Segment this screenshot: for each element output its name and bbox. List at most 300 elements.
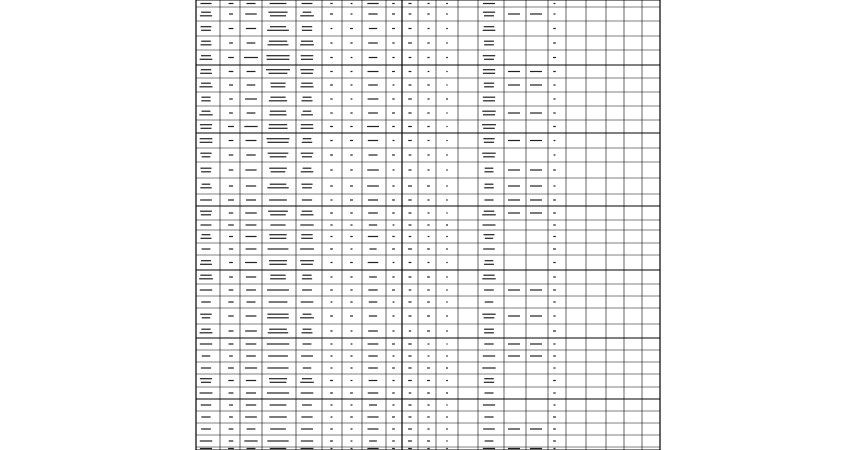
cell-text-mark: [484, 83, 494, 84]
cell-text-mark: [427, 416, 429, 417]
cell-text-mark: [446, 416, 448, 417]
cell-text-mark: [368, 140, 378, 141]
cell-text-mark: [303, 343, 312, 344]
cell-text-mark: [409, 289, 412, 290]
cell-text-mark: [350, 42, 352, 43]
cell-text-mark: [393, 169, 395, 170]
cell-text-mark: [392, 57, 394, 58]
cell-text-mark: [553, 392, 555, 393]
cell-text-mark: [350, 392, 353, 393]
cell-text-mark: [303, 111, 312, 112]
cell-text-mark: [408, 248, 412, 249]
cell-text-mark: [427, 392, 430, 393]
cell-text-mark: [427, 330, 430, 331]
cell-text-mark: [270, 382, 287, 383]
cell-text-mark: [428, 212, 430, 213]
cell-text-mark: [530, 13, 542, 14]
cell-text-mark: [483, 69, 495, 70]
cell-text-mark: [482, 214, 496, 215]
cell-text-mark: [302, 404, 312, 405]
cell-text-mark: [484, 187, 494, 188]
cell-text-mark: [244, 57, 258, 58]
cell-text-mark: [201, 382, 211, 383]
cell-text-mark: [483, 30, 496, 31]
cell-text-mark: [484, 171, 493, 172]
cell-text-mark: [367, 185, 379, 186]
cell-text-mark: [350, 276, 352, 277]
cell-text-mark: [368, 154, 377, 155]
cell-text-mark: [530, 428, 542, 429]
cell-text-mark: [270, 3, 287, 4]
cell-text-mark: [229, 392, 234, 393]
cell-text-mark: [303, 329, 312, 330]
cell-text-mark: [303, 138, 312, 139]
cell-text-mark: [350, 112, 352, 113]
cell-text-mark: [553, 248, 556, 249]
cell-text-mark: [553, 262, 555, 263]
cell-text-mark: [330, 440, 333, 441]
cell-text-mark: [350, 301, 352, 302]
cell-text-mark: [229, 289, 234, 290]
cell-text-mark: [553, 28, 556, 29]
cell-text-mark: [553, 126, 556, 127]
cell-text-mark: [368, 392, 378, 393]
cell-text-mark: [367, 3, 378, 4]
cell-text-mark: [301, 416, 312, 417]
cell-text-mark: [301, 392, 314, 393]
cell-text-mark: [508, 185, 520, 186]
cell-text-mark: [302, 278, 312, 279]
cell-text-mark: [508, 71, 520, 72]
cell-text-mark: [270, 156, 287, 157]
cell-text-mark: [330, 42, 332, 43]
cell-text-mark: [229, 248, 233, 249]
cell-text-mark: [330, 392, 333, 393]
cell-text-mark: [369, 276, 377, 277]
cell-text-mark: [302, 3, 313, 4]
cell-text-mark: [553, 224, 556, 225]
cell-text-mark: [409, 392, 411, 393]
cell-text-mark: [393, 355, 395, 356]
cell-text-mark: [351, 448, 353, 449]
cell-text-mark: [392, 112, 395, 113]
cell-text-mark: [393, 140, 395, 141]
cell-text-mark: [446, 185, 448, 186]
cell-text-mark: [301, 100, 312, 101]
cell-text-mark: [331, 448, 333, 449]
cell-text-mark: [302, 289, 312, 290]
cell-text-mark: [201, 128, 212, 129]
cell-text-mark: [484, 392, 493, 393]
cell-text-mark: [201, 100, 210, 101]
cell-text-mark: [485, 168, 494, 169]
cell-text-mark: [427, 199, 429, 200]
cell-text-mark: [408, 343, 411, 344]
cell-text-mark: [229, 416, 233, 417]
cell-text-mark: [483, 97, 495, 98]
cell-text-mark: [484, 86, 494, 87]
cell-text-mark: [446, 404, 447, 405]
cell-text-mark: [200, 211, 212, 212]
cell-text-mark: [392, 13, 395, 14]
cell-text-mark: [446, 154, 448, 155]
cell-text-mark: [245, 236, 256, 237]
cell-text-mark: [484, 416, 493, 417]
cell-text-mark: [268, 12, 287, 13]
cell-text-mark: [553, 355, 556, 356]
cell-text-mark: [229, 185, 233, 186]
cell-text-mark: [302, 26, 312, 27]
cell-text-mark: [392, 248, 395, 249]
cell-text-mark: [301, 73, 313, 74]
cell-text-mark: [427, 224, 429, 225]
cell-text-mark: [351, 71, 353, 72]
cell-text-mark: [427, 367, 430, 368]
cell-text-mark: [229, 98, 233, 99]
cell-text-mark: [269, 124, 287, 125]
cell-text-mark: [392, 42, 394, 43]
cell-text-mark: [350, 199, 353, 200]
cell-text-mark: [330, 140, 332, 141]
cell-text-mark: [331, 367, 333, 368]
cell-text-mark: [446, 262, 447, 263]
cell-text-mark: [446, 84, 447, 85]
cell-text-mark: [229, 71, 234, 72]
cell-text-mark: [427, 248, 430, 249]
cell-text-mark: [392, 289, 395, 290]
cell-text-mark: [484, 332, 494, 333]
cell-text-mark: [246, 404, 256, 405]
cell-text-mark: [367, 416, 378, 417]
cell-text-mark: [270, 111, 286, 112]
cell-text-mark: [201, 260, 211, 261]
cell-text-mark: [301, 428, 313, 429]
cell-text-mark: [200, 142, 213, 143]
cell-text-mark: [428, 71, 430, 72]
cell-text-mark: [330, 126, 333, 127]
cell-text-mark: [369, 224, 377, 225]
cell-text-mark: [483, 138, 494, 139]
cell-text-mark: [202, 234, 211, 235]
cell-text-mark: [553, 330, 556, 331]
cell-text-mark: [270, 404, 287, 405]
cell-text-mark: [392, 392, 395, 393]
cell-text-mark: [266, 69, 290, 70]
cell-text-mark: [483, 114, 495, 115]
cell-text-mark: [392, 343, 395, 344]
cell-text-mark: [228, 57, 234, 58]
cell-text-mark: [508, 428, 520, 429]
cell-text-mark: [269, 114, 286, 115]
cell-text-mark: [553, 440, 556, 441]
cell-text-mark: [408, 301, 411, 302]
cell-text-mark: [245, 367, 257, 368]
cell-text-mark: [300, 224, 313, 225]
cell-text-mark: [408, 404, 411, 405]
cell-text-mark: [408, 448, 412, 449]
cell-text-mark: [427, 380, 430, 381]
cell-text-mark: [508, 13, 520, 14]
cell-text-mark: [351, 84, 353, 85]
cell-text-mark: [201, 30, 211, 31]
cell-text-mark: [330, 380, 333, 381]
cell-text-mark: [484, 41, 494, 42]
cell-text-mark: [301, 234, 312, 235]
cell-text-mark: [427, 169, 429, 170]
cell-text-mark: [270, 238, 287, 239]
cell-text-mark: [508, 343, 520, 344]
cell-text-mark: [530, 212, 542, 213]
cell-text-mark: [201, 404, 212, 405]
cell-text-mark: [303, 367, 311, 368]
cell-text-mark: [228, 199, 234, 200]
cell-text-mark: [200, 343, 212, 344]
cell-text-mark: [409, 71, 412, 72]
cell-text-mark: [553, 404, 555, 405]
cell-text-mark: [530, 140, 542, 141]
cell-text-mark: [268, 128, 287, 129]
cell-text-mark: [446, 3, 448, 4]
cell-text-mark: [446, 28, 448, 29]
cell-text-mark: [270, 214, 286, 215]
cell-text-mark: [446, 428, 448, 429]
cell-text-mark: [330, 57, 332, 58]
cell-text-mark: [267, 343, 289, 344]
cell-text-mark: [553, 212, 556, 213]
cell-text-mark: [553, 289, 556, 290]
cell-text-mark: [200, 3, 211, 4]
cell-text-mark: [408, 440, 412, 441]
cell-text-mark: [392, 330, 394, 331]
cell-text-mark: [446, 13, 448, 14]
cell-text-mark: [530, 343, 542, 344]
cell-text-mark: [199, 278, 213, 279]
cell-text-mark: [269, 100, 287, 101]
cell-text-mark: [199, 86, 212, 87]
cell-text-mark: [427, 112, 429, 113]
cell-text-mark: [427, 315, 430, 316]
cell-text-mark: [408, 380, 412, 381]
cell-text-mark: [300, 69, 313, 70]
cell-text-mark: [482, 278, 495, 279]
cell-text-mark: [368, 212, 378, 213]
cell-text-mark: [246, 343, 257, 344]
cell-text-mark: [201, 41, 211, 42]
cell-text-mark: [300, 317, 314, 318]
cell-text-mark: [202, 317, 210, 318]
cell-text-mark: [350, 315, 353, 316]
cell-text-mark: [330, 169, 332, 170]
cell-text-mark: [350, 428, 352, 429]
cell-text-mark: [351, 57, 353, 58]
cell-text-mark: [330, 185, 333, 186]
cell-text-mark: [483, 448, 495, 449]
cell-text-mark: [408, 428, 412, 429]
cell-text-mark: [267, 392, 289, 393]
cell-text-mark: [229, 428, 234, 429]
cell-text-mark: [200, 440, 212, 441]
cell-text-mark: [553, 71, 556, 72]
cell-text-mark: [350, 185, 353, 186]
cell-text-mark: [485, 440, 494, 441]
cell-text-mark: [301, 128, 314, 129]
cell-text-mark: [228, 126, 234, 127]
cell-text-mark: [368, 367, 378, 368]
cell-text-mark: [199, 114, 212, 115]
cell-text-mark: [484, 264, 494, 265]
cell-text-mark: [271, 171, 286, 172]
cell-text-mark: [408, 42, 412, 43]
cell-text-mark: [369, 380, 378, 381]
cell-text-mark: [331, 404, 333, 405]
cell-text-mark: [508, 448, 520, 449]
cell-text-mark: [245, 169, 256, 170]
cell-text-mark: [269, 73, 288, 74]
cell-text-mark: [201, 12, 211, 13]
cell-text-mark: [267, 30, 289, 31]
cell-text-mark: [392, 367, 395, 368]
cell-text-mark: [393, 84, 395, 85]
cell-text-mark: [247, 42, 256, 43]
cell-text-mark: [244, 440, 257, 441]
cell-text-mark: [201, 428, 211, 429]
cell-text-mark: [427, 84, 429, 85]
cell-text-mark: [427, 289, 429, 290]
cell-text-mark: [269, 416, 287, 417]
cell-text-mark: [200, 314, 211, 315]
cell-text-mark: [200, 289, 213, 290]
cell-text-mark: [392, 154, 395, 155]
cell-text-mark: [246, 185, 256, 186]
cell-text-mark: [268, 332, 288, 333]
cell-text-mark: [369, 57, 378, 58]
cell-text-mark: [446, 236, 448, 237]
cell-text-mark: [229, 84, 233, 85]
cell-text-mark: [202, 248, 211, 249]
cell-text-mark: [267, 138, 290, 139]
cell-text-mark: [484, 317, 495, 318]
cell-text-mark: [330, 112, 332, 113]
cell-text-mark: [368, 428, 379, 429]
cell-text-mark: [268, 248, 289, 249]
cell-text-mark: [229, 13, 233, 14]
cell-text-mark: [229, 28, 234, 29]
cell-text-mark: [301, 124, 313, 125]
cell-text-mark: [330, 212, 333, 213]
cell-text-mark: [446, 289, 448, 290]
cell-text-mark: [302, 275, 311, 276]
cell-text-mark: [427, 3, 429, 4]
cell-text-mark: [409, 224, 412, 225]
cell-text-mark: [330, 71, 332, 72]
cell-text-mark: [553, 276, 556, 277]
cell-text-mark: [229, 140, 234, 141]
cell-text-mark: [245, 212, 257, 213]
cell-text-mark: [368, 355, 377, 356]
cell-text-mark: [446, 276, 448, 277]
cell-text-mark: [350, 28, 353, 29]
cell-text-mark: [446, 57, 448, 58]
cell-text-mark: [553, 236, 556, 237]
cell-text-mark: [300, 382, 314, 383]
cell-text-mark: [269, 329, 287, 330]
cell-text-mark: [245, 262, 257, 263]
cell-text-mark: [246, 140, 257, 141]
cell-text-mark: [508, 199, 520, 200]
cell-text-mark: [408, 416, 411, 417]
cell-text-mark: [392, 236, 394, 237]
cell-text-mark: [484, 59, 494, 60]
cell-text-mark: [508, 212, 520, 213]
cell-text-mark: [553, 13, 555, 14]
cell-text-mark: [229, 236, 233, 237]
cell-text-mark: [483, 355, 495, 356]
cell-text-mark: [200, 73, 212, 74]
cell-text-mark: [553, 42, 556, 43]
cell-text-mark: [368, 289, 377, 290]
cell-text-mark: [200, 168, 211, 169]
cell-text-mark: [485, 260, 494, 261]
cell-text-mark: [427, 13, 429, 14]
cell-text-mark: [331, 276, 333, 277]
cell-text-mark: [530, 71, 542, 72]
cell-text-mark: [530, 289, 542, 290]
cell-text-mark: [229, 355, 233, 356]
cell-text-mark: [301, 238, 313, 239]
cell-text-mark: [301, 440, 313, 441]
cell-text-mark: [530, 112, 542, 113]
cell-text-mark: [408, 315, 411, 316]
cell-text-mark: [229, 440, 234, 441]
cell-text-mark: [246, 392, 256, 393]
cell-text-mark: [408, 28, 411, 29]
cell-text-mark: [201, 26, 212, 27]
cell-text-mark: [369, 440, 377, 441]
cell-text-mark: [554, 448, 556, 449]
cell-text-mark: [369, 404, 377, 405]
cell-text-mark: [350, 289, 352, 290]
cell-text-mark: [392, 404, 394, 405]
cell-text-mark: [408, 212, 411, 213]
cell-text-mark: [554, 140, 556, 141]
cell-text-mark: [269, 41, 287, 42]
cell-text-mark: [427, 57, 429, 58]
cell-text-mark: [200, 199, 212, 200]
cell-text-mark: [268, 153, 289, 154]
cell-text-mark: [409, 154, 412, 155]
cell-text-mark: [331, 343, 333, 344]
cell-text-mark: [201, 416, 210, 417]
cell-text-mark: [330, 428, 333, 429]
cell-text-mark: [508, 289, 520, 290]
cell-text-mark: [228, 367, 234, 368]
cell-text-mark: [484, 378, 494, 379]
cell-text-mark: [368, 236, 378, 237]
cell-text-mark: [482, 111, 495, 112]
cell-text-mark: [300, 15, 314, 16]
cell-text-mark: [350, 140, 353, 141]
cell-text-mark: [201, 367, 211, 368]
cell-text-mark: [351, 13, 353, 14]
cell-text-mark: [392, 416, 395, 417]
cell-text-mark: [200, 392, 213, 393]
cell-text-mark: [246, 199, 256, 200]
cell-text-mark: [408, 126, 412, 127]
cell-text-mark: [301, 153, 314, 154]
cell-text-mark: [331, 301, 333, 302]
cell-text-mark: [200, 448, 212, 449]
cell-text-mark: [246, 224, 257, 225]
